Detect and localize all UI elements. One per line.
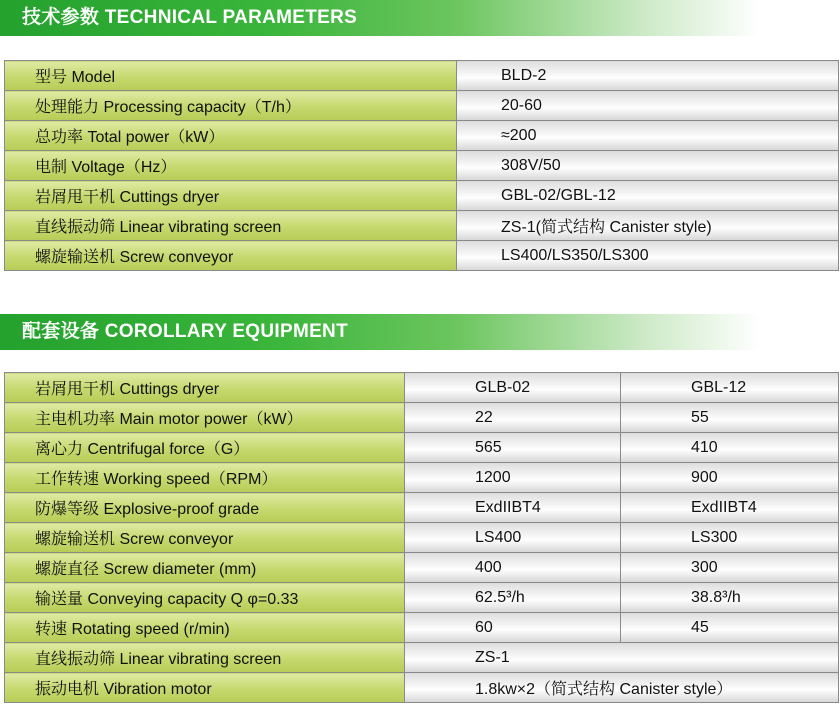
row-value: 308V/50 — [457, 151, 839, 181]
gbl-02-value: 60 — [405, 613, 621, 643]
gbl-02-value: 62.5³/h — [405, 583, 621, 613]
gbl-02-value: GLB-02 — [405, 373, 621, 403]
corollary-equipment-title: 配套设备 COROLLARY EQUIPMENT — [22, 321, 348, 342]
corollary-equipment-banner — [0, 314, 760, 350]
row-label: 工作转速 Working speed（RPM） — [5, 463, 405, 493]
row-label: 离心力 Centrifugal force（G） — [5, 433, 405, 463]
row-label: 防爆等级 Explosive-proof grade — [5, 493, 405, 523]
row-value: ZS-1(简式结构 Canister style) — [457, 211, 839, 241]
gbl-12-value: LS300 — [621, 523, 839, 553]
table-row — [5, 241, 839, 271]
technical-parameters-banner — [0, 0, 760, 36]
gbl-02-value: LS400 — [405, 523, 621, 553]
row-label: 输送量 Conveying capacity Q φ=0.33 — [5, 583, 405, 613]
row-value: LS400/LS350/LS300 — [457, 241, 839, 271]
row-label: 直线振动筛 Linear vibrating screen — [5, 643, 405, 673]
gbl-02-value: ExdIIBT4 — [405, 493, 621, 523]
table-row — [5, 553, 839, 583]
merged-value: ZS-1 — [405, 643, 839, 673]
table-row — [5, 463, 839, 493]
row-label: 电制 Voltage（Hz） — [5, 151, 457, 181]
row-label: 振动电机 Vibration motor — [5, 673, 405, 703]
table-row — [5, 613, 839, 643]
row-label: 螺旋输送机 Screw conveyor — [5, 241, 457, 271]
table-row — [5, 211, 839, 241]
table-row — [5, 121, 839, 151]
corollary-equipment-table — [4, 372, 839, 703]
gbl-12-value: 300 — [621, 553, 839, 583]
row-value: ≈200 — [457, 121, 839, 151]
table-row — [5, 373, 839, 403]
table-row — [5, 181, 839, 211]
gbl-12-value: 38.8³/h — [621, 583, 839, 613]
table-row — [5, 583, 839, 613]
technical-parameters-table — [4, 60, 839, 271]
technical-parameters-title: 技术参数 TECHNICAL PARAMETERS — [22, 7, 358, 28]
row-label: 转速 Rotating speed (r/min) — [5, 613, 405, 643]
table-row — [5, 91, 839, 121]
table-row — [5, 61, 839, 91]
row-label: 螺旋直径 Screw diameter (mm) — [5, 553, 405, 583]
row-label: 直线振动筛 Linear vibrating screen — [5, 211, 457, 241]
row-value: 20-60 — [457, 91, 839, 121]
gbl-02-value: 1200 — [405, 463, 621, 493]
gbl-12-value: 410 — [621, 433, 839, 463]
table-row — [5, 403, 839, 433]
gbl-12-value: 55 — [621, 403, 839, 433]
gbl-02-value: 400 — [405, 553, 621, 583]
row-value: GBL-02/GBL-12 — [457, 181, 839, 211]
gbl-02-value: 565 — [405, 433, 621, 463]
table-row — [5, 643, 839, 673]
gbl-12-value: GBL-12 — [621, 373, 839, 403]
row-label: 处理能力 Processing capacity（T/h） — [5, 91, 457, 121]
table-row — [5, 433, 839, 463]
gbl-12-value: 45 — [621, 613, 839, 643]
row-label: 总功率 Total power（kW） — [5, 121, 457, 151]
row-label: 主电机功率 Main motor power（kW） — [5, 403, 405, 433]
merged-value: 1.8kw×2（简式结构 Canister style） — [405, 673, 839, 703]
row-label: 岩屑甩干机 Cuttings dryer — [5, 373, 405, 403]
row-value: BLD-2 — [457, 61, 839, 91]
gbl-12-value: 900 — [621, 463, 839, 493]
table-row — [5, 151, 839, 181]
table-row — [5, 493, 839, 523]
table-row — [5, 523, 839, 553]
table-row — [5, 673, 839, 703]
row-label: 型号 Model — [5, 61, 457, 91]
row-label: 螺旋输送机 Screw conveyor — [5, 523, 405, 553]
row-label: 岩屑甩干机 Cuttings dryer — [5, 181, 457, 211]
gbl-12-value: ExdIIBT4 — [621, 493, 839, 523]
gbl-02-value: 22 — [405, 403, 621, 433]
